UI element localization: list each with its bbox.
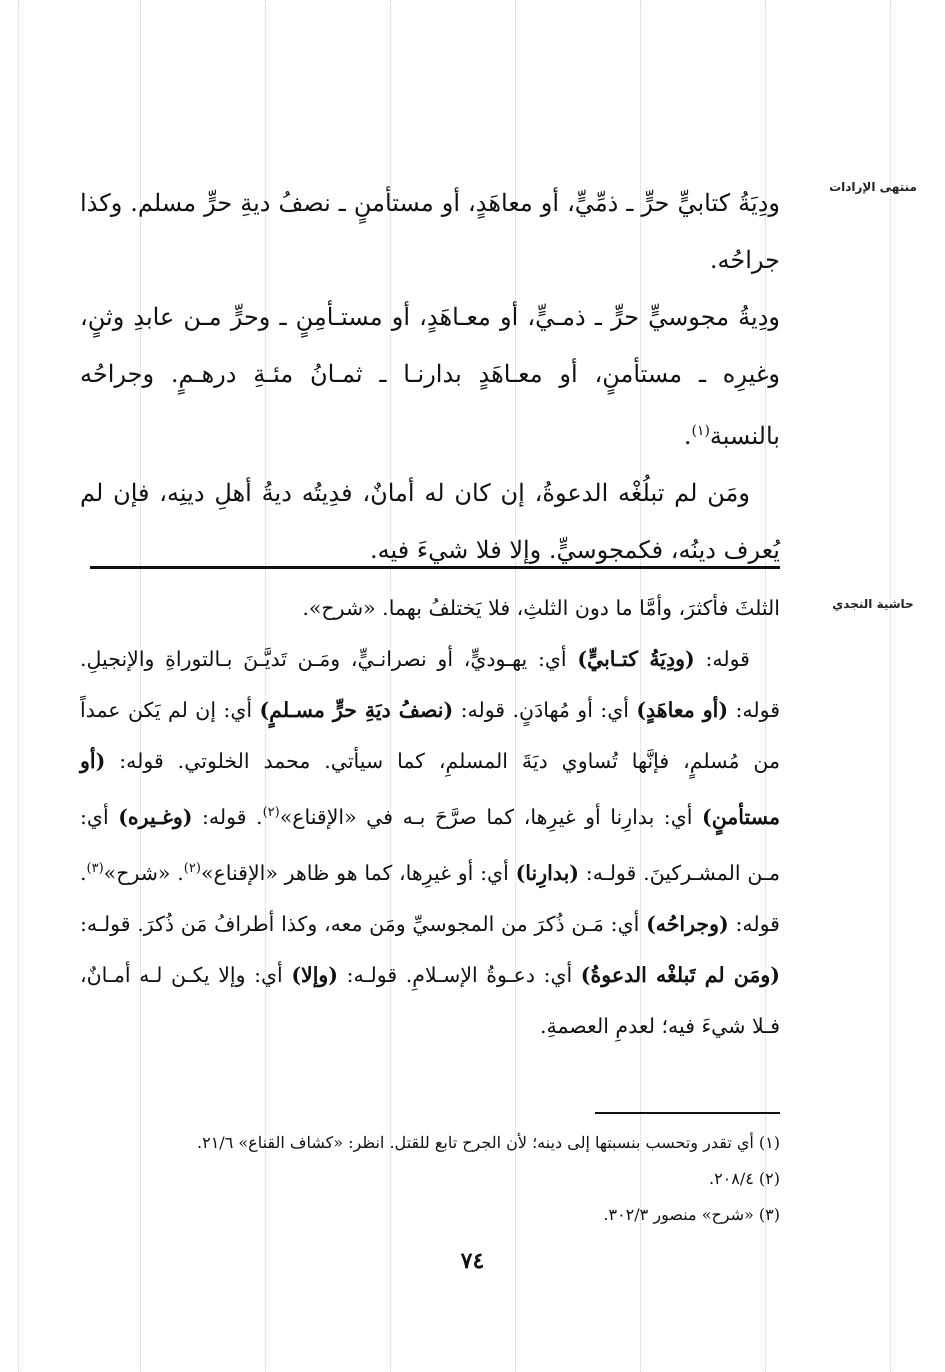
hashiya-lemma: (ودِيَةُ كتـابيٍّ): [577, 647, 695, 671]
hashiya-text: [80, 583, 780, 1052]
grid-line: [18, 0, 19, 1372]
matn-paragraph-2-text: ودِيةُ مجوسيٍّ حرٍّ ـ ذمـيٍّ، أو معـاهَدٍ، أو مستـأمِنٍ ـ وحرٍّ مـن عابدِ وثنٍ، وغيرِه ـ مستأمنٍ، أو معـاهَدٍ بدارنـا ـ ثمـانُ مئـةِ درهـمٍ. وجراحُه بالنسبة: [80, 303, 780, 450]
hashiya-lemma: (أو مستأمنٍ): [80, 749, 780, 829]
hashiya-text-run: أي: أو غيرِها، كما هو ظاهر «الإقناع»: [200, 860, 516, 885]
hashiya-text-run: . قوله:: [80, 860, 780, 936]
hashiya-lemma: (بدارِنا): [515, 860, 579, 885]
hashiya-lemma: (نصفُ ديَةِ حرٍّ مسـلمٍ): [259, 698, 454, 722]
page-number: ٧٤: [460, 1248, 485, 1274]
grid-line: [890, 0, 891, 1372]
hashiya-text-run: أي: دعـوةُ الإسـلامِ. قولـه:: [338, 962, 581, 987]
footnote-3: (٣) «شرح» منصور ٣٠٢/٣.: [603, 1205, 780, 1224]
hashiya-lemma: (وإلا): [291, 962, 338, 987]
hashiya-text-run: أي: بدارِنا أو غيرِها، كما صرَّحَ بـه في «الإقناع»: [279, 804, 702, 829]
hashiya-text-run: أي: أو مُهادَنٍ. قوله:: [453, 698, 637, 722]
footnotes: [80, 1125, 780, 1233]
hashiya-text-run: أي: إن لم يَكن عمداً من مُسلمٍ، فإنَّها تُساوي ديَةَ المسلمِ، كما سيأتي. محمد الخلوتي. قوله:: [80, 698, 780, 773]
section-divider: [90, 566, 780, 569]
hashiya-lemma: (ومَن لم تَبلغْه الدعوةُ): [580, 962, 780, 987]
hashiya-text-run: أي: مَـن ذُكرَ من المجوسيِّ ومَن معه، وكذا أطرافُ مَن ذُكرَ. قولـه:: [80, 911, 647, 936]
hashiya-paragraph-2: [80, 634, 780, 1052]
hashiya-lemma: (وجراحُه): [646, 911, 729, 936]
footnote-2: (٢) ٢٠٨/٤.: [708, 1169, 780, 1188]
footnote-ref: (٣): [86, 860, 104, 876]
hashiya-text-run: أي: مـن المشـركينَ. قولـه:: [80, 804, 780, 885]
footnote-ref: (١): [691, 423, 710, 439]
hashiya-text-run: . «شرح»: [103, 860, 184, 885]
matn-paragraph-2: [80, 289, 780, 465]
footnote-1: (١) أي تقدر وتحسب بنسبتها إلى دينه؛ لأن الجرح تابع للقتل. انظر: «كشاف القناع» ٢١/٦.: [197, 1133, 780, 1152]
hashiya-paragraph-1: الثلثَ فأكثرَ، وأمَّا ما دون الثلثِ، فلا يَختلفُ بهما. «شرح».: [302, 596, 780, 620]
matn-paragraph-2-end: .: [683, 422, 692, 450]
side-label-matn: منتهى الإرادات: [829, 180, 917, 194]
footnote-ref: (٢): [262, 805, 280, 820]
footnote-divider: [595, 1112, 780, 1114]
matn-text: [80, 175, 780, 579]
hashiya-text-run: أي: يهـوديٍّ، أو نصرانـيٍّ، ومَـن تَديَّـنَ بـالتوراةِ والإنجيلِ. قوله:: [80, 647, 780, 722]
hashiya-lemma: (أو معاهَدٍ): [636, 698, 729, 722]
side-label-hashiya: حاشية النجدي: [832, 597, 914, 611]
matn-paragraph-3: ومَن لم تبلُغْه الدعوةُ، إن كان له أمانٌ، فدِيتُه ديةُ أهلِ دينِه، فإن لم يُعرف دينُه، فكمجوسيٍّ. وإلا فلا شيءَ فيه.: [80, 479, 780, 564]
footnote-ref: (٢): [183, 860, 201, 876]
hashiya-text-run: أي: وإلا يكـن لـه أمـانٌ، فـلا شيءَ فيه؛ لعدمِ العصمةِ.: [80, 962, 780, 1038]
hashiya-lemma: (وغـيره): [118, 804, 193, 829]
matn-paragraph-1: ودِيَةُ كتابيٍّ حرٍّ ـ ذمِّيٍّ، أو معاهَدٍ، أو مستأمنٍ ـ نصفُ ديةِ حرٍّ مسلم. وكذا جراحُه.: [80, 189, 780, 274]
hashiya-text-run: . قوله:: [192, 804, 263, 829]
hashiya-text-run: قوله:: [694, 647, 750, 671]
